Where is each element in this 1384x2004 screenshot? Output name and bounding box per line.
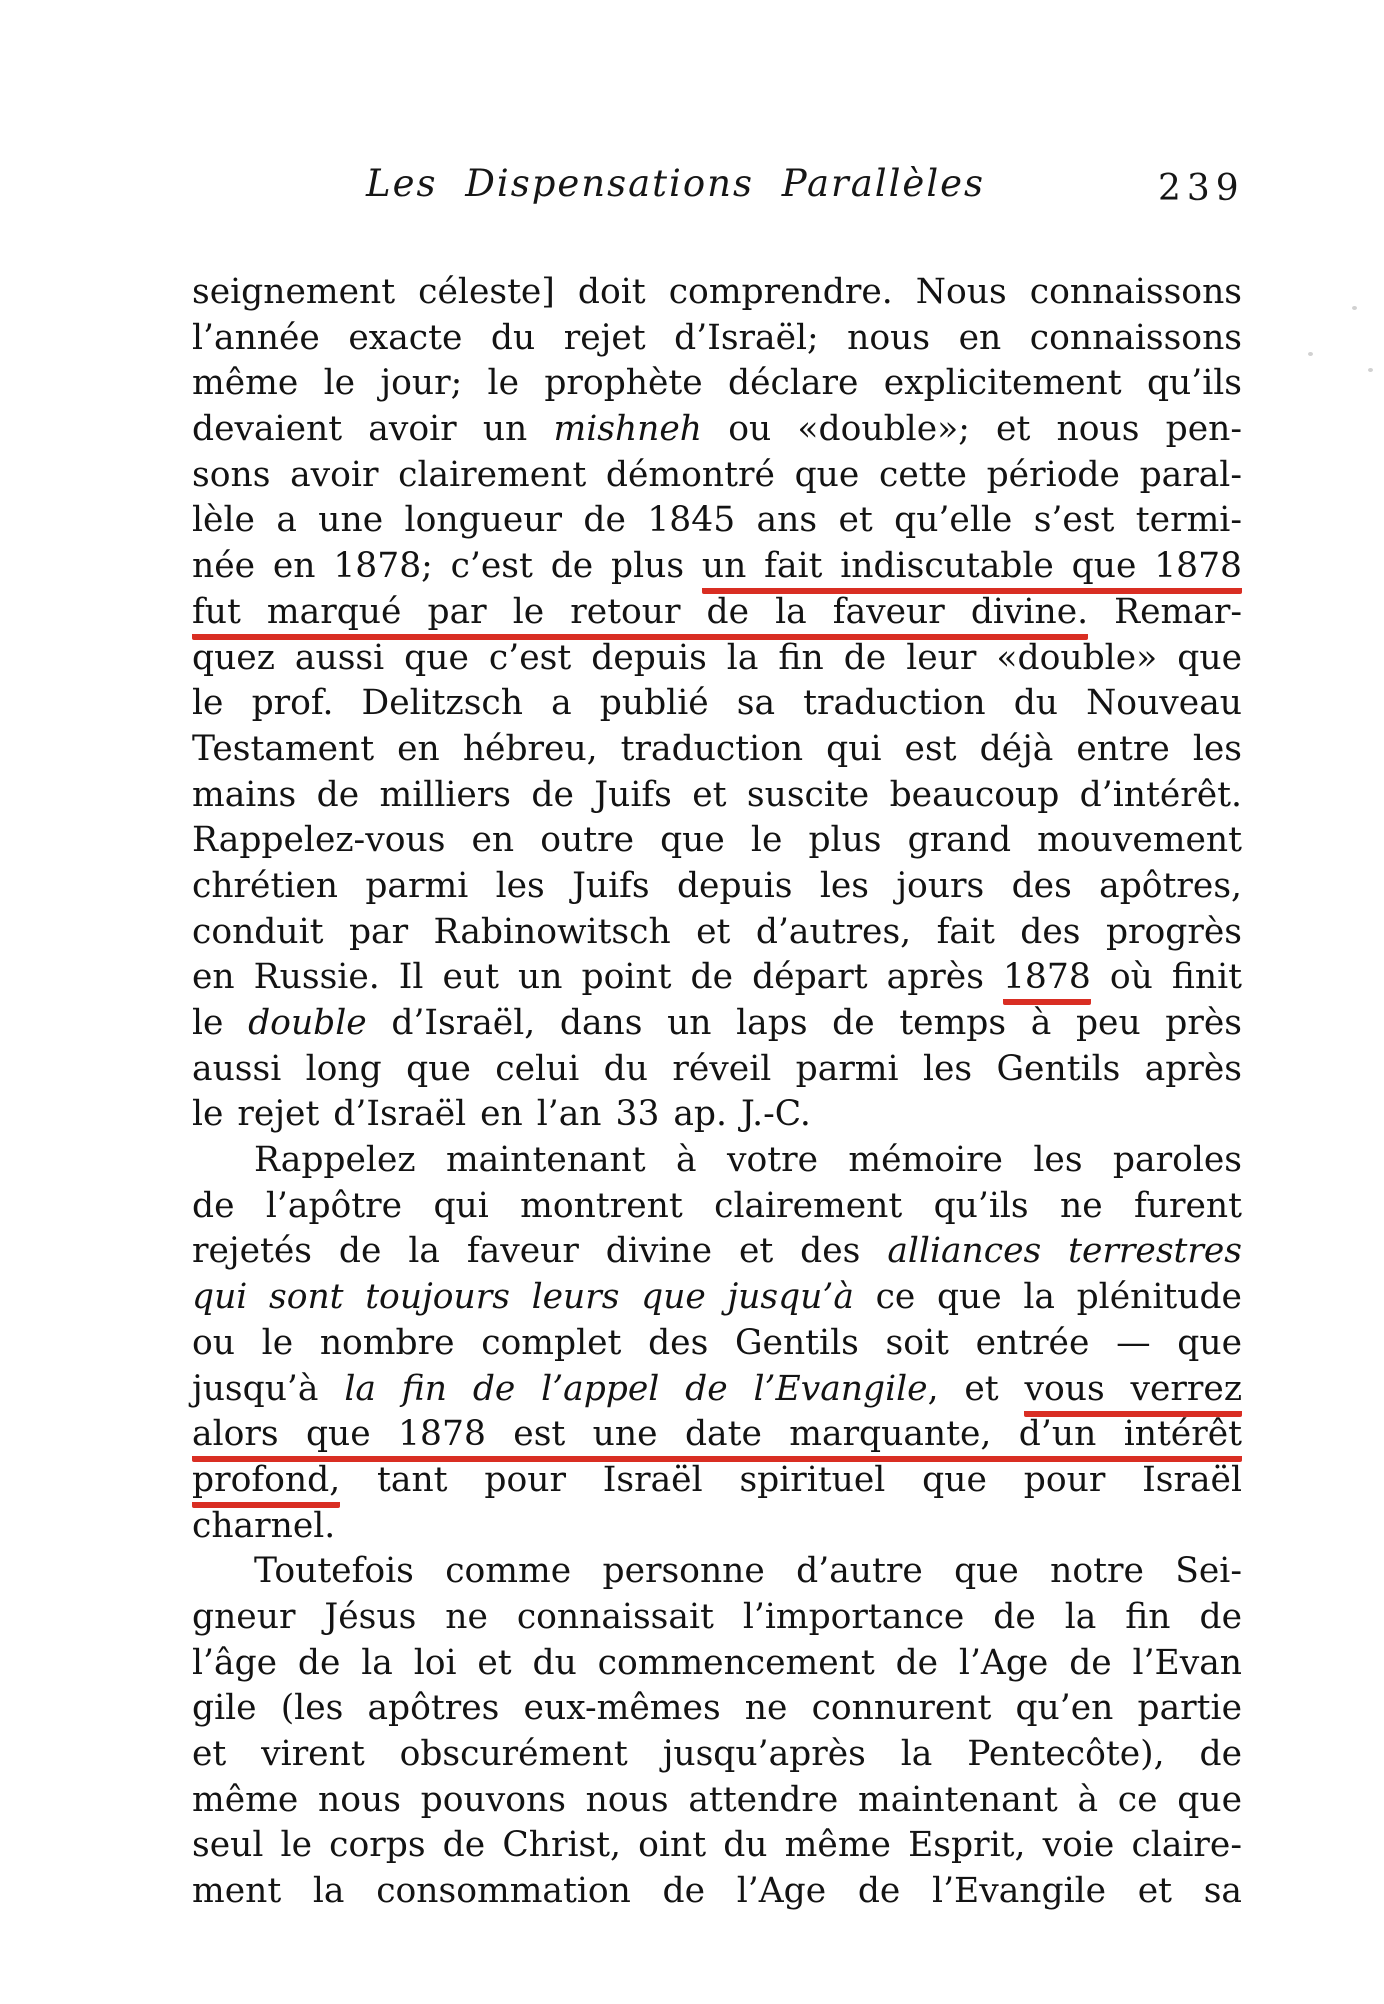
text-line: [192, 1367, 1242, 1413]
text-segment: Rappelez maintenant à votre mémoire les paroles: [254, 1140, 1242, 1181]
red-underline-annotation: alors que 1878 est une date marquante, d’un intérêt: [192, 1414, 1242, 1462]
text-line: [192, 1184, 1242, 1230]
text-segment: tant pour Israël spirituel que pour Israël: [340, 1459, 1242, 1500]
text-line: [192, 955, 1242, 1001]
text-segment: devaient avoir un: [192, 409, 554, 450]
text-segment: ou «double»; et nous pen-: [702, 409, 1242, 450]
page-number: 239: [1158, 168, 1245, 209]
text-segment: Rappelez-vous en outre que le plus grand mouvement: [192, 820, 1242, 861]
text-segment: même le jour; le prophète déclare explicitement qu’ils: [192, 363, 1242, 404]
text-line: [192, 681, 1242, 727]
text-line: [192, 727, 1242, 773]
text-segment: aussi long que celui du réveil parmi les Gentils après: [192, 1048, 1242, 1089]
italic-text: la fin de l’appel de l’Evangile: [344, 1368, 928, 1409]
text-segment: de l’apôtre qui montrent clairement qu’ils ne furent: [192, 1185, 1242, 1226]
text-line: [192, 361, 1242, 407]
text-line: [192, 270, 1242, 316]
text-segment: le: [192, 1003, 249, 1043]
text-segment: d’Israël, dans un laps de temps à peu près: [366, 1003, 1242, 1043]
text-line: [192, 316, 1242, 362]
text-segment: même nous pouvons nous attendre maintenant à ce que: [192, 1779, 1242, 1820]
text-segment: le prof. Delitzsch a publié sa traduction du Nouveau: [192, 683, 1242, 724]
text-line: [192, 1001, 1242, 1047]
text-line: [192, 1138, 1242, 1184]
text-segment: Testament en hébreu, traduction qui est déjà entre les: [192, 728, 1242, 769]
text-line: [192, 544, 1242, 590]
text-line: [192, 1778, 1242, 1824]
text-line: [192, 818, 1242, 864]
running-header-title: Les Dispensations Parallèles: [366, 162, 986, 205]
text-segment: , et: [927, 1368, 1025, 1409]
text-segment: l’âge de la loi et du commencement de l’Age de l’Evan: [192, 1642, 1242, 1683]
text-segment: sons avoir clairement démontré que cette période paral-: [192, 454, 1242, 495]
text-line: [192, 1549, 1242, 1595]
red-underline-annotation: un fait indiscutable que 1878: [702, 546, 1242, 594]
text-line: [192, 1823, 1242, 1869]
text-segment: seignement céleste] doit comprendre. Nous connaissons: [192, 272, 1242, 312]
text-segment: gile (les apôtres eux-mêmes ne connurent qu’en partie: [192, 1688, 1242, 1729]
text-line: [192, 1321, 1242, 1367]
text-segment: ment la consommation de l’Age de l’Evangile et sa: [192, 1871, 1242, 1912]
text-line: [192, 407, 1242, 453]
text-line: [192, 1869, 1242, 1915]
text-segment: le rejet d’Israël en l’an 33 ap. J.-C.: [192, 1094, 811, 1135]
red-underline-annotation: 1878: [1003, 957, 1091, 1005]
text-segment: ou le nombre complet des Gentils soit entrée — que: [192, 1322, 1242, 1363]
text-line: [192, 910, 1242, 956]
text-segment: charnel.: [192, 1505, 336, 1546]
text-line: [192, 498, 1242, 544]
text-segment: seul le corps de Christ, oint du même Esprit, voie claire-: [192, 1825, 1242, 1866]
text-line: [192, 1458, 1242, 1504]
red-underline-annotation: vous verrez: [1024, 1369, 1242, 1417]
text-segment: ce que la plénitude: [853, 1277, 1242, 1318]
text-segment: conduit par Rabinowitsch et d’autres, fait des progrès: [192, 911, 1242, 952]
text-line: [192, 1595, 1242, 1641]
text-segment: et virent obscurément jusqu’après la Pentecôte), de: [192, 1734, 1242, 1774]
text-segment: en Russie. Il eut un point de départ après: [192, 957, 1003, 998]
italic-text: mishneh: [553, 409, 703, 450]
text-line: [192, 1504, 1242, 1550]
text-line: [192, 1047, 1242, 1093]
text-line: [192, 1229, 1242, 1275]
text-segment: Toutefois comme personne d’autre que notre Sei-: [254, 1551, 1242, 1592]
text-line: [192, 1641, 1242, 1687]
text-segment: jusqu’à: [192, 1368, 345, 1409]
text-line: [192, 1092, 1242, 1138]
text-segment: l’année exacte du rejet d’Israël; nous en connaissons: [192, 317, 1242, 358]
text-block: [192, 270, 1242, 1915]
text-line: [192, 773, 1242, 819]
text-segment: Remar-: [1088, 591, 1242, 632]
text-line: [192, 1412, 1242, 1458]
text-line: [192, 1732, 1242, 1778]
red-underline-annotation: profond,: [192, 1460, 340, 1508]
text-line: [192, 453, 1242, 499]
italic-text: qui sont toujours leurs que jusqu’à: [192, 1277, 854, 1318]
text-segment: quez aussi que c’est depuis la fin de leur «double» que: [192, 637, 1242, 678]
scan-speckle: [1308, 352, 1313, 356]
text-segment: rejetés de la faveur divine et des: [192, 1231, 888, 1272]
text-segment: lèle a une longueur de 1845 ans et qu’elle s’est termi-: [192, 500, 1242, 541]
text-segment: née en 1878; c’est de plus: [192, 546, 702, 587]
text-line: [192, 1686, 1242, 1732]
red-underline-annotation: fut marqué par le retour de la faveur divine.: [192, 592, 1088, 640]
scan-speckle: [1352, 306, 1357, 310]
text-line: [192, 636, 1242, 682]
text-line: [192, 590, 1242, 636]
italic-text: double: [248, 1003, 367, 1043]
italic-text: alliances terrestres: [887, 1231, 1243, 1272]
text-segment: gneur Jésus ne connaissait l’importance de la fin de: [192, 1596, 1242, 1637]
text-line: [192, 864, 1242, 910]
scan-speckle: [1368, 368, 1373, 372]
text-segment: mains de milliers de Juifs et suscite beaucoup d’intérêt.: [192, 774, 1242, 815]
text-segment: chrétien parmi les Juifs depuis les jours des apôtres,: [192, 865, 1242, 906]
text-line: [192, 1275, 1242, 1321]
text-segment: où finit: [1090, 957, 1242, 998]
